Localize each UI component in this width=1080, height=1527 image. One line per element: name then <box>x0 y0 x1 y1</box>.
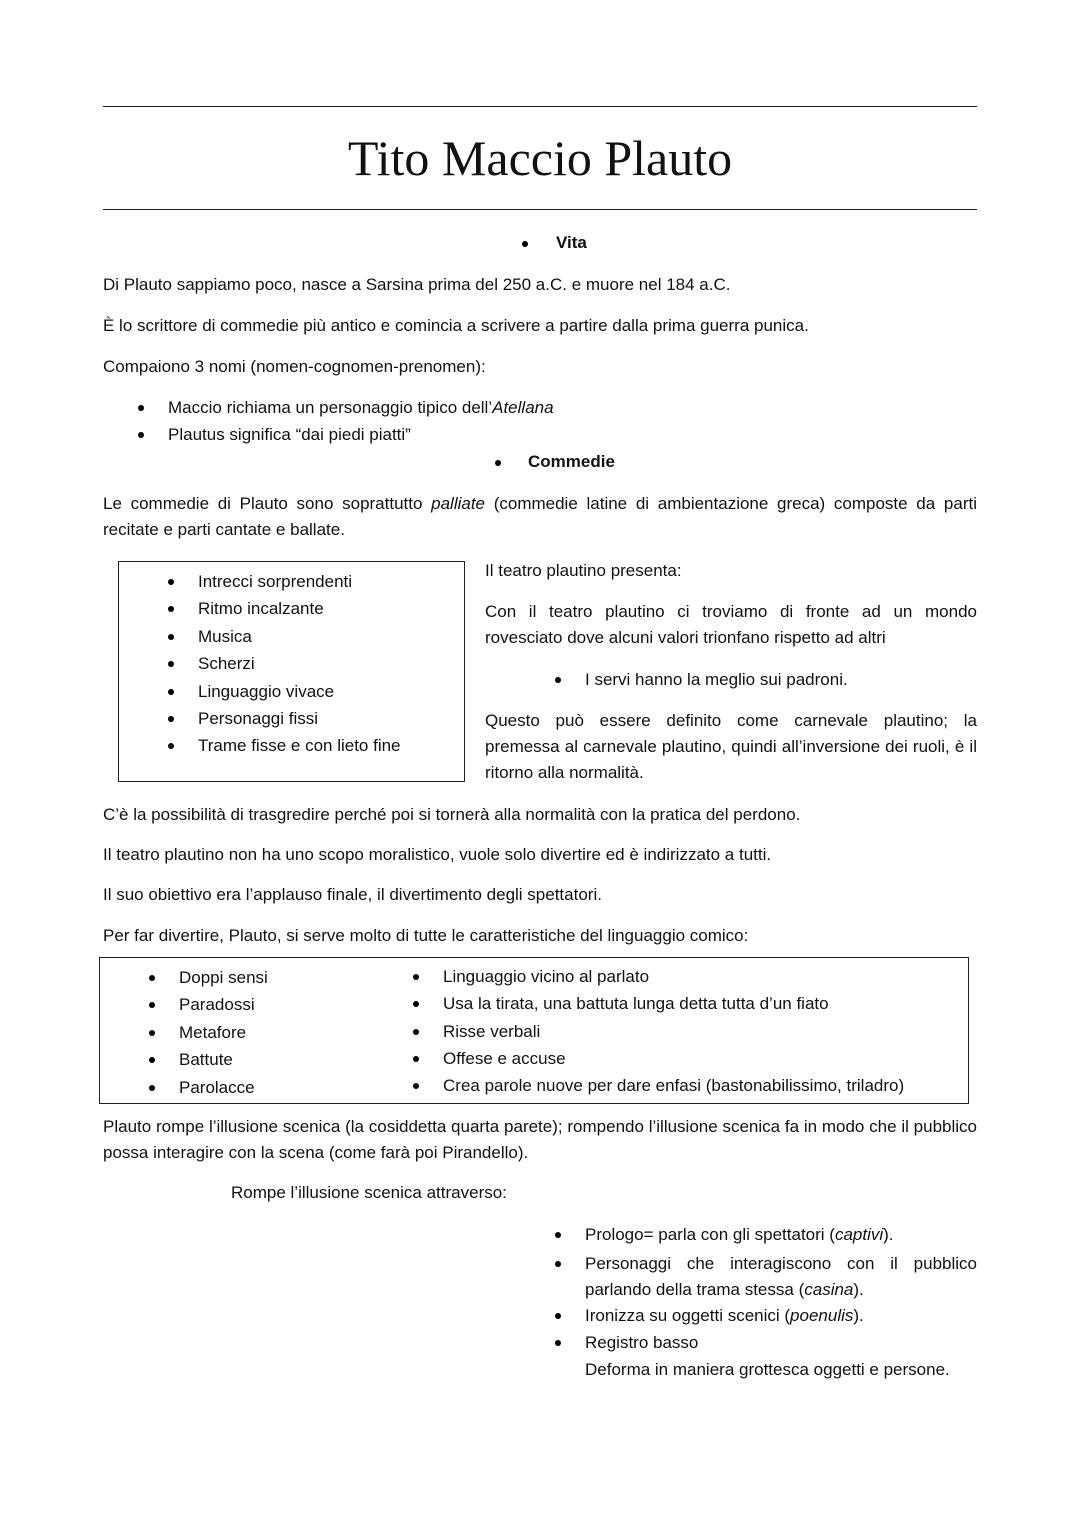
bullet-icon <box>555 1313 561 1319</box>
list-item-plautus: Plautus significa “dai piedi piatti” <box>168 424 411 446</box>
bullet-icon <box>555 1232 561 1238</box>
title-bottom-rule <box>103 209 977 210</box>
bullet-icon <box>495 460 501 466</box>
paragraph-attraverso: Rompe l’illusione scenica attraverso: <box>231 1183 507 1202</box>
bullet-icon <box>149 1002 155 1008</box>
bullet-icon <box>168 743 174 749</box>
paragraph-illusione: Plauto rompe l’illusione scenica (la cosiddetta quarta parete); rompendo l’illusione scenica fa in modo che il pubblico possa interagire con la scena (come farà poi Pirandello). <box>103 1117 977 1162</box>
list-item: Metafore <box>179 1022 246 1044</box>
bullet-icon <box>138 432 144 438</box>
list-item: Offese e accuse <box>443 1048 566 1070</box>
list-item: Doppi sensi <box>179 967 268 989</box>
bullet-icon <box>168 689 174 695</box>
bullet-icon <box>413 1083 419 1089</box>
bullet-icon <box>555 1261 561 1267</box>
bullet-icon <box>149 1030 155 1036</box>
list-item: Musica <box>198 626 252 648</box>
list-item-registro-detail: Deforma in maniera grottesca oggetti e persone. <box>585 1360 950 1379</box>
bullet-icon <box>168 716 174 722</box>
list-item: Paradossi <box>179 994 255 1016</box>
section-heading-vita: Vita <box>556 233 587 253</box>
bullet-icon <box>149 1057 155 1063</box>
list-item: Risse verbali <box>443 1021 540 1043</box>
list-item: Linguaggio vivace <box>198 681 334 703</box>
bullet-icon <box>413 1029 419 1035</box>
bullet-icon <box>138 405 144 411</box>
vita-paragraph-1: Di Plauto sappiamo poco, nasce a Sarsina prima del 250 a.C. e muore nel 184 a.C. <box>103 275 731 294</box>
bullet-icon <box>413 1056 419 1062</box>
list-item: Linguaggio vicino al parlato <box>443 966 649 988</box>
vita-paragraph-2: È lo scrittore di commedie più antico e comincia a scrivere a partire dalla prima guerra punica. <box>103 316 809 335</box>
list-item: Scherzi <box>198 653 255 675</box>
bullet-icon <box>168 634 174 640</box>
list-item-maccio: Maccio richiama un personaggio tipico dell’Atellana <box>168 397 554 419</box>
page-title: Tito Maccio Plauto <box>347 130 733 186</box>
teatro-intro: Il teatro plautino presenta: <box>485 561 682 580</box>
bullet-icon <box>168 661 174 667</box>
section-heading-commedie: Commedie <box>528 452 615 472</box>
bullet-icon <box>555 1340 561 1346</box>
bullet-icon <box>168 606 174 612</box>
top-rule <box>103 106 977 107</box>
teatro-paragraph-1: Con il teatro plautino ci troviamo di fronte ad un mondo rovesciato dove alcuni valori trionfano rispetto ad altri <box>485 602 977 647</box>
bullet-icon <box>555 677 561 683</box>
list-item-registro: Registro basso <box>585 1332 698 1354</box>
vita-paragraph-3: Compaiono 3 nomi (nomen-cognomen-prenomen): <box>103 357 486 376</box>
paragraph-obiettivo: Il suo obiettivo era l’applauso finale, il divertimento degli spettatori. <box>103 885 602 904</box>
bullet-icon <box>413 974 419 980</box>
list-item: Trame fisse e con lieto fine <box>198 735 401 757</box>
list-item: Usa la tirata, una battuta lunga detta tutta d’un fiato <box>443 993 829 1015</box>
teatro-paragraph-2: Questo può essere definito come carnevale plautino; la premessa al carnevale plautino, quindi all’inversione dei ruoli, è il ritorno alla normalità. <box>485 711 977 782</box>
list-item: Ritmo incalzante <box>198 598 324 620</box>
paragraph-trasgredire: C’è la possibilità di trasgredire perché poi si tornerà alla normalità con la pratica del perdono. <box>103 805 801 824</box>
teatro-bullet: I servi hanno la meglio sui padroni. <box>585 669 848 691</box>
list-item: Personaggi fissi <box>198 708 318 730</box>
commedie-paragraph: Le commedie di Plauto sono soprattutto palliate (commedie latine di ambientazione greca) composte da parti recitate e parti cantate e ballate. <box>103 494 977 539</box>
list-item-ironizza: Ironizza su oggetti scenici (poenulis). <box>585 1305 864 1327</box>
list-item: Parolacce <box>179 1077 255 1099</box>
bullet-icon <box>149 975 155 981</box>
bullet-icon <box>149 1085 155 1091</box>
paragraph-scopo: Il teatro plautino non ha uno scopo moralistico, vuole solo divertire ed è indirizzato a tutti. <box>103 845 772 864</box>
list-item: Battute <box>179 1049 233 1071</box>
list-item: Intrecci sorprendenti <box>198 571 352 593</box>
bullet-icon <box>168 579 174 585</box>
list-item-prologo: Prologo= parla con gli spettatori (captivi). <box>585 1224 894 1246</box>
bullet-icon <box>413 1001 419 1007</box>
bullet-icon <box>522 241 528 247</box>
list-item-personaggi: Personaggi che interagiscono con il pubblico parlando della trama stessa (casina). <box>585 1251 977 1303</box>
paragraph-divertire: Per far divertire, Plauto, si serve molto di tutte le caratteristiche del linguaggio comico: <box>103 926 749 945</box>
list-item: Crea parole nuove per dare enfasi (bastonabilissimo, triladro) <box>443 1075 904 1097</box>
